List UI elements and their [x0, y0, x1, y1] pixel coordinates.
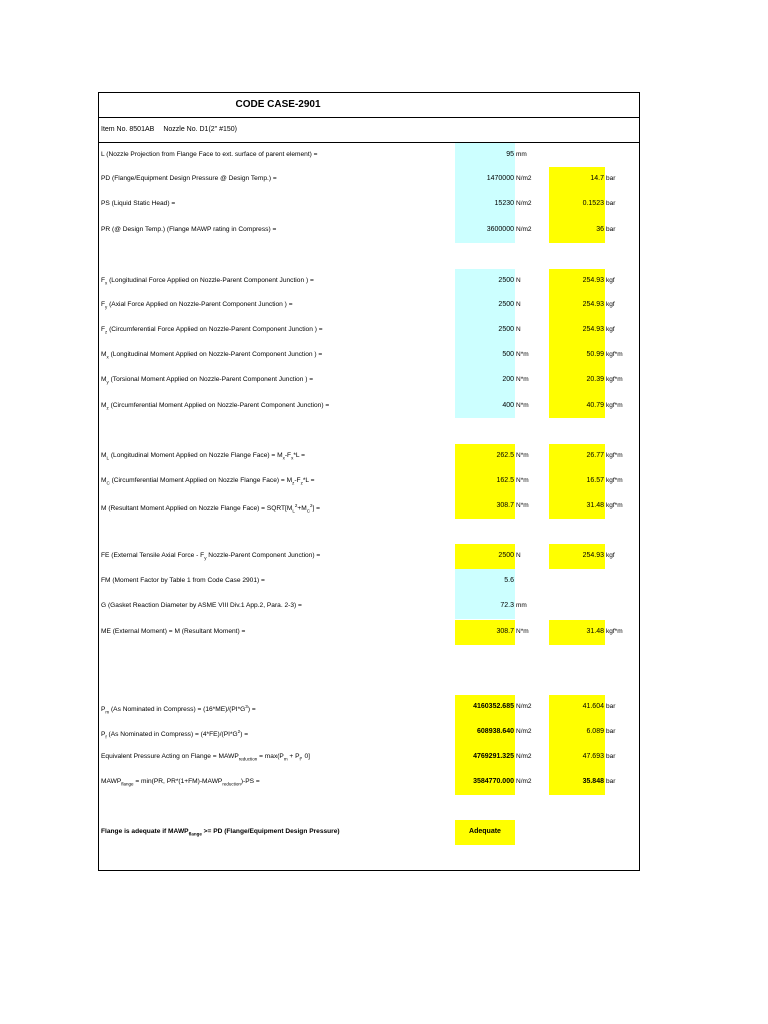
value-fz: 2500: [498, 326, 514, 333]
value2-mz: 40.79: [586, 402, 604, 409]
row-label-g: G (Gasket Reaction Diameter by ASME VIII Div.1 App.2, Para. 2-3) =: [101, 602, 302, 609]
value2-fe: 254.93: [582, 552, 604, 559]
value-me: 308.7: [496, 628, 514, 635]
unit2-pd: bar: [606, 175, 616, 182]
row-label-fm: FM (Moment Factor by Table 1 from Code Case 2901) =: [101, 577, 265, 584]
page-title: CODE CASE-2901: [235, 99, 321, 110]
value-pm: 4160352.685: [473, 703, 514, 710]
value-fy: 2500: [498, 301, 514, 308]
nozzle-no: Nozzle No. D1(2" #150): [163, 126, 237, 133]
value-fm: 5.6: [504, 577, 514, 584]
value-m: 308.7: [496, 502, 514, 509]
row-label-fy: $F_y$ (Axial Force Applied on Nozzle-Parent Component Junction ) =: [101, 301, 293, 310]
value-mawp-flange: 3584770.000: [473, 778, 514, 785]
row-label-pf: $P_f$ (As Nominated in Compress) = $(4*FE)/(PI*G^2)$ =: [101, 729, 249, 740]
value-my: 200: [502, 376, 514, 383]
value-g: 72.3: [500, 602, 514, 609]
unit-mawp-flange: N/m2: [516, 778, 532, 785]
unit2-fy: kgf: [606, 301, 615, 308]
value2-mawp-flange: 35.848: [582, 778, 604, 785]
unit2-mawp-flange: bar: [606, 778, 616, 785]
unit2-my: kgf*m: [606, 376, 623, 383]
value2-me: 31.48: [586, 628, 604, 635]
row-label-ml: $M_L$ (Longitudinal Moment Applied on Nozzle Flange Face) = $M_x-F_x*L$ =: [101, 452, 305, 461]
unit2-mx: kgf*m: [606, 351, 623, 358]
row-label-my: $M_y$ (Torsional Moment Applied on Nozzle-Parent Component Junction ) =: [101, 376, 314, 385]
unit-fx: N: [516, 277, 521, 284]
value2-fy: 254.93: [582, 301, 604, 308]
row-label-adequacy: Flange is adequate if $MAWP_{flange}$ >= PD (Flange/Equipment Design Pressure): [101, 828, 340, 837]
row-label-fx: $F_x$ (Longitudinal Force Applied on Nozzle-Parent Component Junction ) =: [101, 277, 314, 286]
unit2-pf: bar: [606, 728, 616, 735]
unit-ps: N/m2: [516, 200, 532, 207]
unit-l: mm: [516, 151, 527, 158]
value-mz: 400: [502, 402, 514, 409]
unit-pf: N/m2: [516, 728, 532, 735]
value2-ml: 26.77: [586, 452, 604, 459]
value-ps: 15230: [494, 200, 514, 207]
value2-my: 20.39: [586, 376, 604, 383]
unit2-pm: bar: [606, 703, 616, 710]
value2-pm: 41.604: [582, 703, 604, 710]
value2-mx: 50.99: [586, 351, 604, 358]
item-no: Item No. 8501AB: [101, 126, 155, 133]
unit-pm: N/m2: [516, 703, 532, 710]
row-label-equivalent-pressure: Equivalent Pressure Acting on Flange = $MAWP_{reduction} = \max(P_m + P_f$, 0]: [101, 753, 310, 762]
unit-mx: N*m: [516, 351, 529, 358]
value-fe: 2500: [498, 552, 514, 559]
unit-pr: N/m2: [516, 226, 532, 233]
row-label-pd: PD (Flange/Equipment Design Pressure @ Design Temp.) =: [101, 175, 277, 182]
value2-pf: 6.089: [586, 728, 604, 735]
value2-pd: 14.7: [590, 175, 604, 182]
unit-my: N*m: [516, 376, 529, 383]
value2-fz: 254.93: [582, 326, 604, 333]
unit2-m: kgf*m: [606, 502, 623, 509]
value-l: 95: [506, 151, 514, 158]
unit2-me: kgf*m: [606, 628, 623, 635]
value2-fx: 254.93: [582, 277, 604, 284]
value-ml: 262.5: [496, 452, 514, 459]
item-info: [101, 118, 237, 142]
unit-equivalent-pressure: N/m2: [516, 753, 532, 760]
value-pd: 1470000: [486, 175, 514, 182]
unit-pd: N/m2: [516, 175, 532, 182]
row-label-ps: PS (Liquid Static Head) =: [101, 200, 176, 207]
unit2-ml: kgf*m: [606, 452, 623, 459]
adequacy-result: Adequate: [469, 828, 501, 835]
value-mx: 500: [502, 351, 514, 358]
row-label-pm: $P_m$ (As Nominated in Compress) = $(16*ME)/(PI*G^3)$ =: [101, 704, 256, 715]
value-pr: 3600000: [486, 226, 514, 233]
row-label-me: ME (External Moment) = M (Resultant Moment) =: [101, 628, 246, 635]
unit2-mc: kgf*m: [606, 477, 623, 484]
unit-fe: N: [516, 552, 521, 559]
row-label-mx: $M_x$ (Longitudinal Moment Applied on Nozzle-Parent Component Junction ) =: [101, 351, 323, 360]
unit-mc: N*m: [516, 477, 529, 484]
row-label-l: L (Nozzle Projection from Flange Face to ext. surface of parent element) =: [101, 151, 318, 158]
unit2-ps: bar: [606, 200, 616, 207]
unit2-fz: kgf: [606, 326, 615, 333]
value2-pr: 36: [596, 226, 604, 233]
unit2-fe: kgf: [606, 552, 615, 559]
value-mc: 162.5: [496, 477, 514, 484]
row-label-mawp-flange: $MAWP_{flange} = \min(PR$, $PR*(1+FM)-MAWP_{reduction})-PS$ =: [101, 778, 260, 787]
row-label-fz: $F_z$ (Circumferential Force Applied on Nozzle-Parent Component Junction ) =: [101, 326, 323, 335]
unit-fz: N: [516, 326, 521, 333]
unit2-mz: kgf*m: [606, 402, 623, 409]
unit-g: mm: [516, 602, 527, 609]
row-label-m: M (Resultant Moment Applied on Nozzle Flange Face) = $SQRT[M_L^2+M_C^2]$ =: [101, 503, 321, 514]
row-label-mc: $M_C$ (Circumferential Moment Applied on Nozzle Flange Face) = $M_z-F_z*L$ =: [101, 477, 315, 486]
value2-ps: 0.1523: [582, 200, 604, 207]
unit-ml: N*m: [516, 452, 529, 459]
value-fx: 2500: [498, 277, 514, 284]
value-pf: 608938.640: [477, 728, 514, 735]
unit2-equivalent-pressure: bar: [606, 753, 616, 760]
value-equivalent-pressure: 4769291.325: [473, 753, 514, 760]
unit2-pr: bar: [606, 226, 616, 233]
unit-mz: N*m: [516, 402, 529, 409]
row-label-fe: FE (External Tensile Axial Force - $F_y$ Nozzle-Parent Component Junction) =: [101, 552, 321, 561]
value2-equivalent-pressure: 47.693: [582, 753, 604, 760]
value2-mc: 16.57: [586, 477, 604, 484]
unit-fy: N: [516, 301, 521, 308]
row-label-mz: $M_z$ (Circumferential Moment Applied on Nozzle-Parent Component Junction) =: [101, 402, 330, 411]
unit-m: N*m: [516, 502, 529, 509]
unit-me: N*m: [516, 628, 529, 635]
row-label-pr: PR (@ Design Temp.) (Flange MAWP rating in Compress) =: [101, 226, 277, 233]
unit2-fx: kgf: [606, 277, 615, 284]
value2-m: 31.48: [586, 502, 604, 509]
